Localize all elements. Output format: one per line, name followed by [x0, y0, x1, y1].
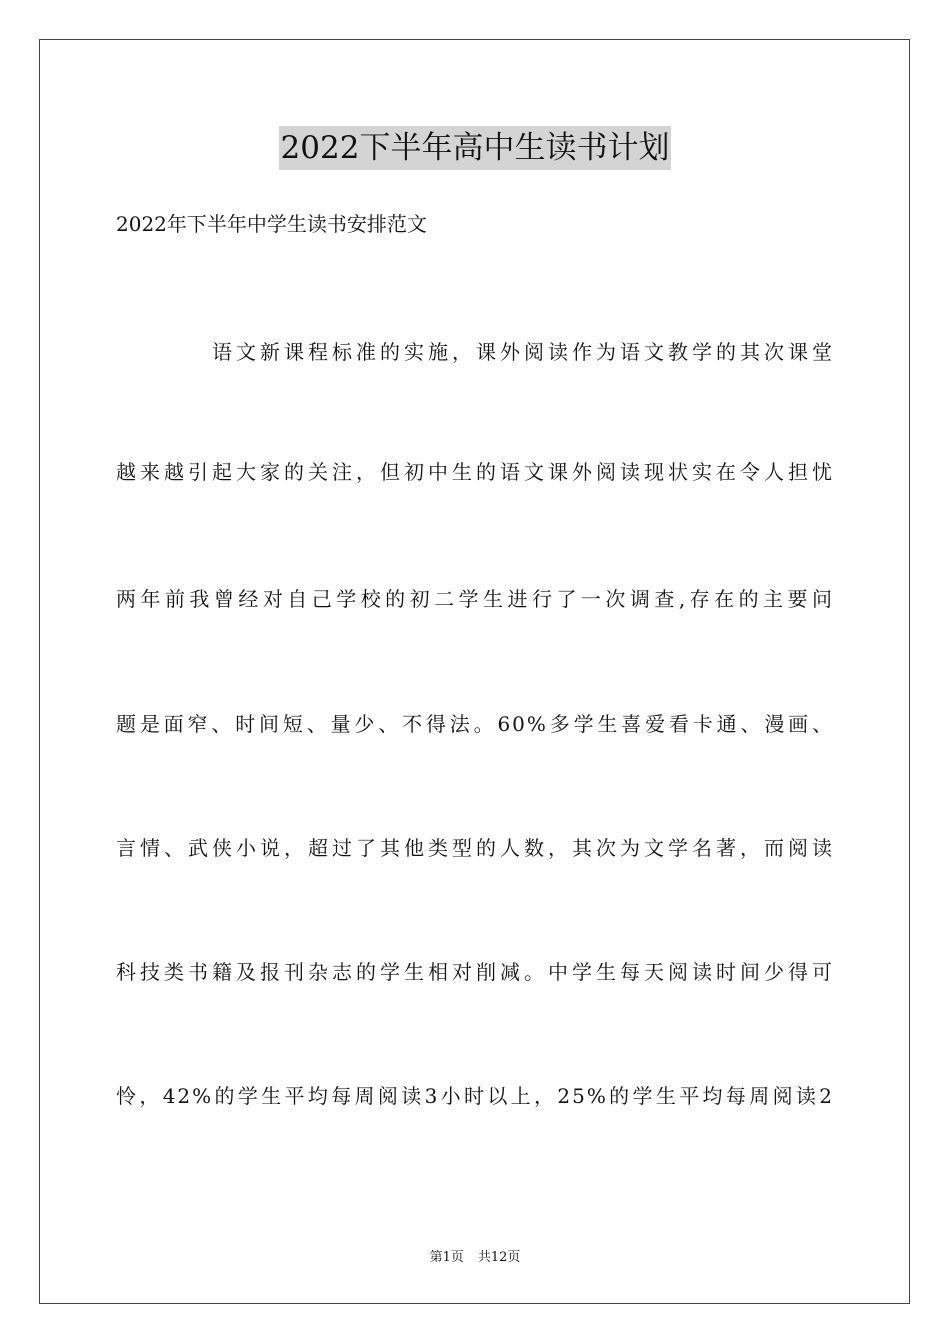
paragraph-line: 科技类书籍及报刊杂志的学生相对削减。中学生每天阅读时间少得可: [116, 960, 834, 984]
page-number: 第1页: [429, 1250, 464, 1265]
document-subtitle: 2022年下半年中学生读书安排范文: [116, 212, 427, 236]
paragraph-line: 怜，42%的学生平均每周阅读3小时以上，25%的学生平均每周阅读2: [116, 1084, 834, 1108]
title-container: [0, 126, 950, 170]
document-title: 2022下半年高中生读书计划: [279, 126, 672, 170]
paragraph-line: 越来越引起大家的关注，但初中生的语文课外阅读现状实在令人担忧: [116, 460, 834, 484]
page-footer: [0, 1249, 950, 1267]
paragraph-line: 题是面窄、时间短、量少、不得法。60%多学生喜爱看卡通、漫画、: [116, 712, 834, 736]
paragraph-line: 语文新课程标准的实施，课外阅读作为语文教学的其次课堂: [212, 340, 834, 364]
paragraph-line: 言情、武侠小说，超过了其他类型的人数，其次为文学名著，而阅读: [116, 836, 834, 860]
page-count: 共12页: [477, 1250, 521, 1265]
paragraph-line: 两年前我曾经对自己学校的初二学生进行了一次调查,存在的主要问: [116, 587, 834, 611]
